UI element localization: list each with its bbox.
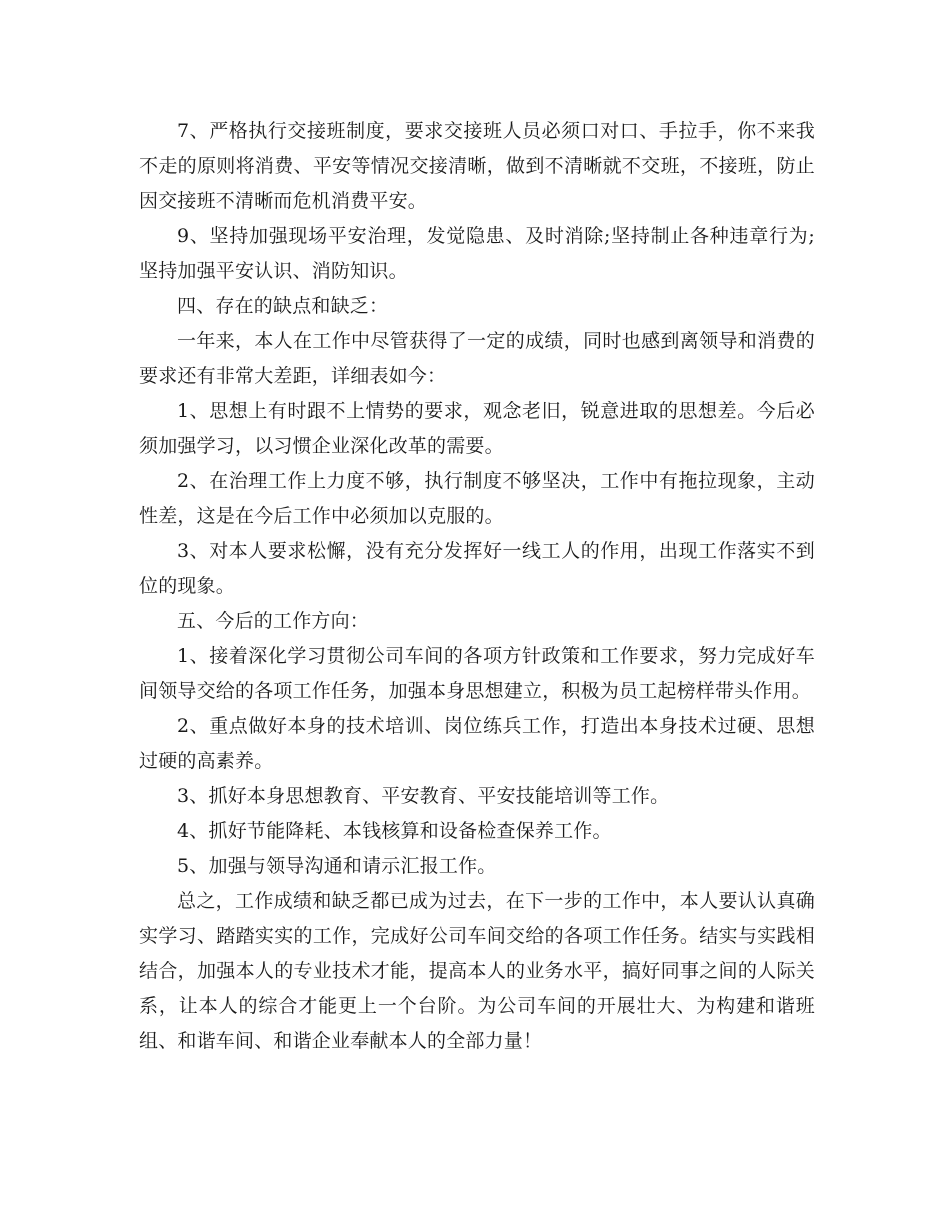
paragraph-conclusion: 总之，工作成绩和缺乏都已成为过去，在下一步的工作中，本人要认认真确实学习、踏踏实实的工作，完成好公司车间交给的各项工作任务。结实与实践相结合，加强本人的专业技术才能，提高本人的业务水平，搞好同事之间的人际关系，让本人的综合才能更上一个台阶。为公司车间的开展壮大、为构建和谐班组、和谐车间、和谐企业奉献本人的全部力量！ xyxy=(139,890,815,1052)
paragraph-site-safety: 9、坚持加强现场平安治理，发觉隐患、及时消除;坚持制止各种违章行为;坚持加强平安认识、消防知识。 xyxy=(139,225,815,282)
paragraph-shortcoming-1: 1、思想上有时跟不上情势的要求，观念老旧，锐意进取的思想差。今后必须加强学习，以习惯企业深化改革的需要。 xyxy=(139,400,815,457)
section-heading-shortcomings: 四、存在的缺点和缺乏： xyxy=(177,295,389,317)
paragraph-year-summary: 一年来，本人在工作中尽管获得了一定的成绩，同时也感到离领导和消费的要求还有非常大差距，详细表如今： xyxy=(139,330,815,387)
paragraph-direction-2: 2、重点做好本身的技术培训、岗位练兵工作，打造出本身技术过硬、思想过硬的高素养。 xyxy=(139,715,815,772)
section-heading-future-direction: 五、今后的工作方向： xyxy=(177,610,370,632)
paragraph-shortcoming-3: 3、对本人要求松懈，没有充分发挥好一线工人的作用，出现工作落实不到位的现象。 xyxy=(139,540,815,597)
paragraph-shift-handover: 7、严格执行交接班制度，要求交接班人员必须口对口、手拉手，你不来我不走的原则将消费、平安等情况交接清晰，做到不清晰就不交班，不接班，防止因交接班不清晰而危机消费平安。 xyxy=(139,120,815,212)
document-body xyxy=(139,114,815,1059)
paragraph-direction-3: 3、抓好本身思想教育、平安教育、平安技能培训等工作。 xyxy=(177,785,670,807)
paragraph-direction-1: 1、接着深化学习贯彻公司车间的各项方针政策和工作要求，努力完成好车间领导交给的各项工作任务，加强本身思想建立，积极为员工起榜样带头作用。 xyxy=(139,645,815,702)
paragraph-shortcoming-2: 2、在治理工作上力度不够，执行制度不够坚决，工作中有拖拉现象，主动性差，这是在今后工作中必须加以克服的。 xyxy=(139,470,815,527)
paragraph-direction-5: 5、加强与领导沟通和请示汇报工作。 xyxy=(177,855,497,877)
paragraph-direction-4: 4、抓好节能降耗、本钱核算和设备检查保养工作。 xyxy=(177,820,612,842)
